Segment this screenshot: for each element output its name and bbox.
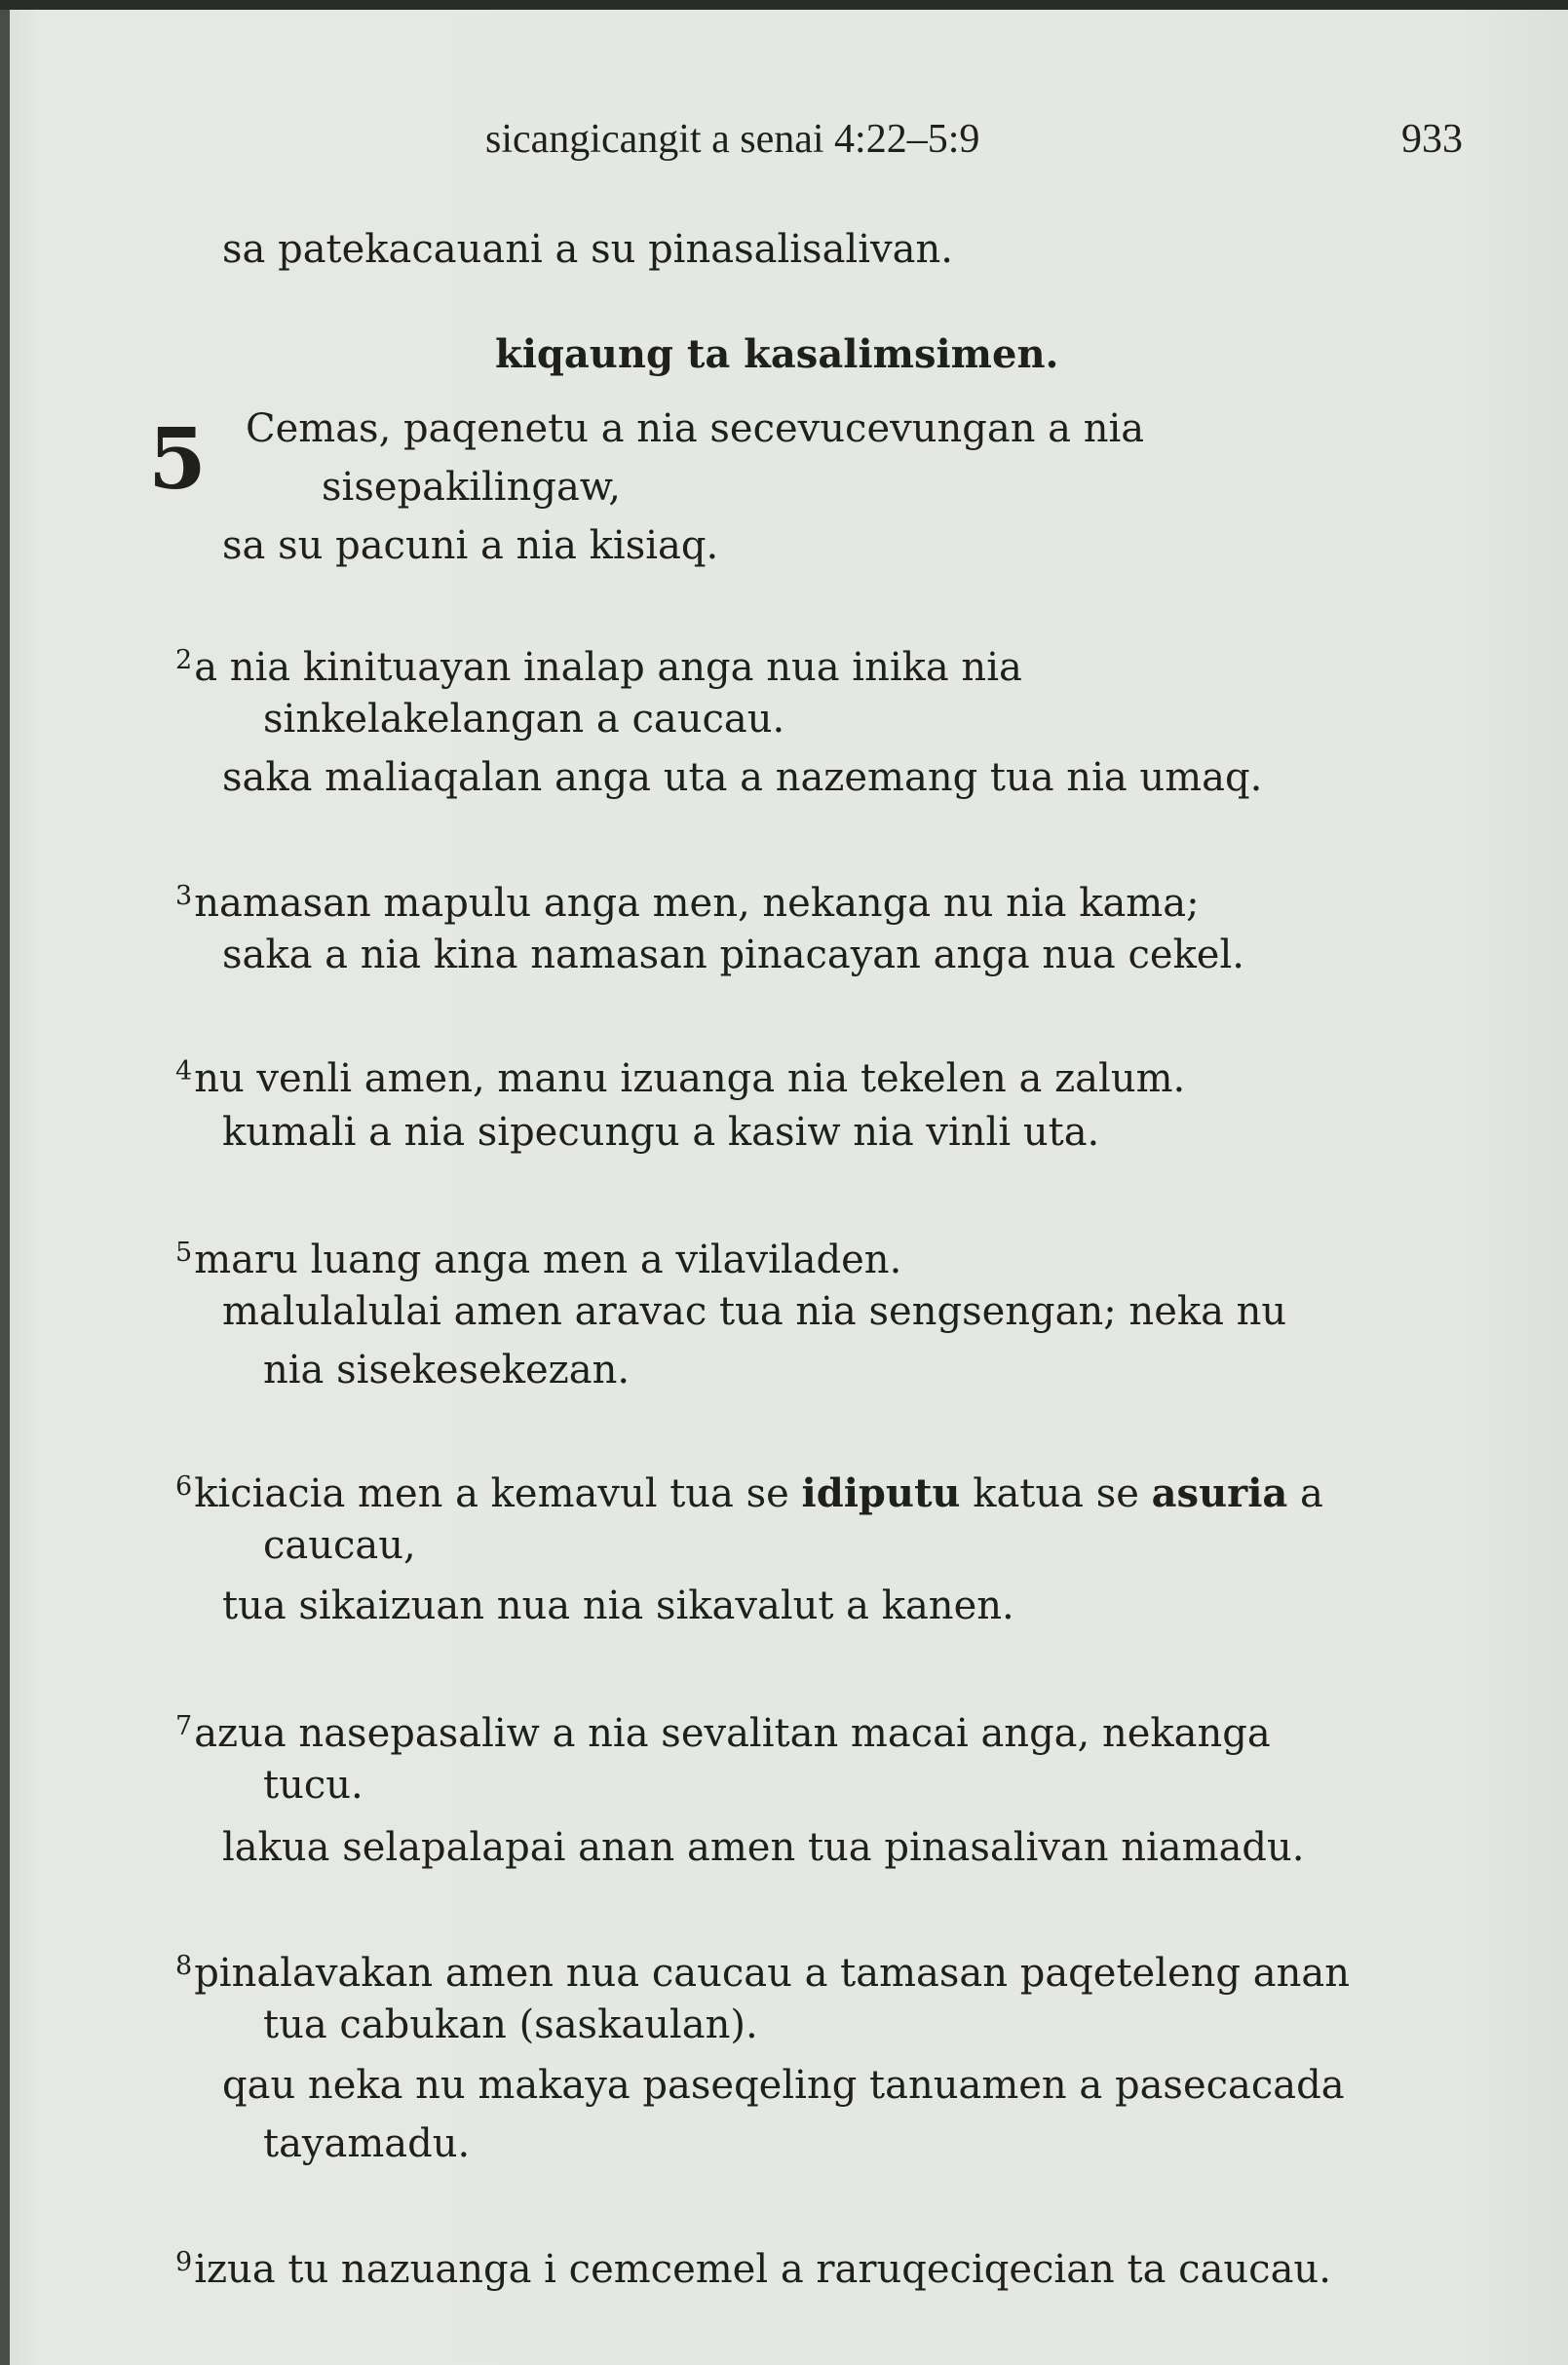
place-name-idiputu: idiputu	[801, 1470, 961, 1516]
text-line: sa patekacauani a su pinasalisalivan.	[222, 227, 953, 272]
top-edge	[0, 0, 1568, 10]
verse-8-line-1: $^8$pinalavakan amen nua caucau a tamasan paqeteleng anan	[175, 1951, 1350, 1996]
verse-number: 3	[175, 881, 193, 911]
page-number: 933	[1401, 117, 1463, 162]
running-head: sicangicangit a senai 4:22–5:9	[485, 117, 980, 162]
verse-9-line-1: $^9$izua tu nazuanga i cemcemel a raruqeciqecian ta caucau.	[175, 2247, 1331, 2292]
verse-6-line-2: caucau,	[263, 1523, 416, 1568]
verse-8-line-2: tua cabukan (saskaulan).	[263, 2003, 758, 2047]
verse-number: 8	[175, 1951, 193, 1981]
verse-7-line-2: tucu.	[263, 1763, 363, 1808]
verse-1-line-3: sa su pacuni a nia kisiaq.	[222, 523, 719, 568]
verse-7-line-3: lakua selapalapai anan amen tua pinasalivan niamadu.	[222, 1825, 1305, 1870]
verse-3-line-2: saka a nia kina namasan pinacayan anga nua cekel.	[222, 933, 1244, 977]
verse-number: 5	[175, 1238, 193, 1268]
verse-2-line-2: sinkelakelangan a caucau.	[263, 697, 785, 742]
verse-8-line-4: tayamadu.	[263, 2121, 471, 2166]
chapter-number: 5	[148, 410, 207, 509]
place-name-asuria: asuria	[1151, 1470, 1288, 1516]
verse-3-line-1: $^3$namasan mapulu anga men, nekanga nu nia kama;	[175, 881, 1200, 926]
verse-5-line-3: nia sisekesekezan.	[263, 1348, 631, 1392]
verse-2-line-1: $^2$a nia kinituayan inalap anga nua inika nia	[175, 645, 1022, 690]
verse-4-line-1: $^4$nu venli amen, manu izuanga nia tekelen a zalum.	[175, 1056, 1186, 1101]
verse-number: 6	[175, 1471, 193, 1502]
verse-6-line-3: tua sikaizuan nua nia sikavalut a kanen.	[222, 1583, 1014, 1628]
verse-5-line-2: malulalulai amen aravac tua nia sengsengan; neka nu	[222, 1289, 1287, 1334]
verse-7-line-1: $^7$azua nasepasaliw a nia sevalitan macai anga, nekanga	[175, 1711, 1271, 1756]
verse-number: 2	[175, 645, 193, 675]
verse-8-line-3: qau neka nu makaya paseqeling tanuamen a pasecacada	[222, 2063, 1345, 2108]
verse-2-line-3: saka maliaqalan anga uta a nazemang tua nia umaq.	[222, 755, 1263, 800]
verse-1-line-2: sisepakilingaw,	[322, 465, 622, 510]
verse-6-line-1: $^6$kiciacia men a kemavul tua se idiputu katua se asuria a	[175, 1470, 1323, 1516]
verse-number: 9	[175, 2247, 193, 2277]
page-header	[0, 105, 1568, 183]
verse-4-line-2: kumali a nia sipecungu a kasiw nia vinli uta.	[222, 1110, 1100, 1155]
verse-5-line-1: $^5$maru luang anga men a vilaviladen.	[175, 1238, 902, 1282]
verse-number: 7	[175, 1711, 193, 1741]
verse-1-line-1: Cemas, paqenetu a nia secevucevungan a nia	[246, 406, 1145, 451]
section-heading: kiqaung ta kasalimsimen.	[495, 331, 1059, 377]
binding-edge	[0, 10, 10, 2365]
verse-number: 4	[175, 1056, 193, 1087]
